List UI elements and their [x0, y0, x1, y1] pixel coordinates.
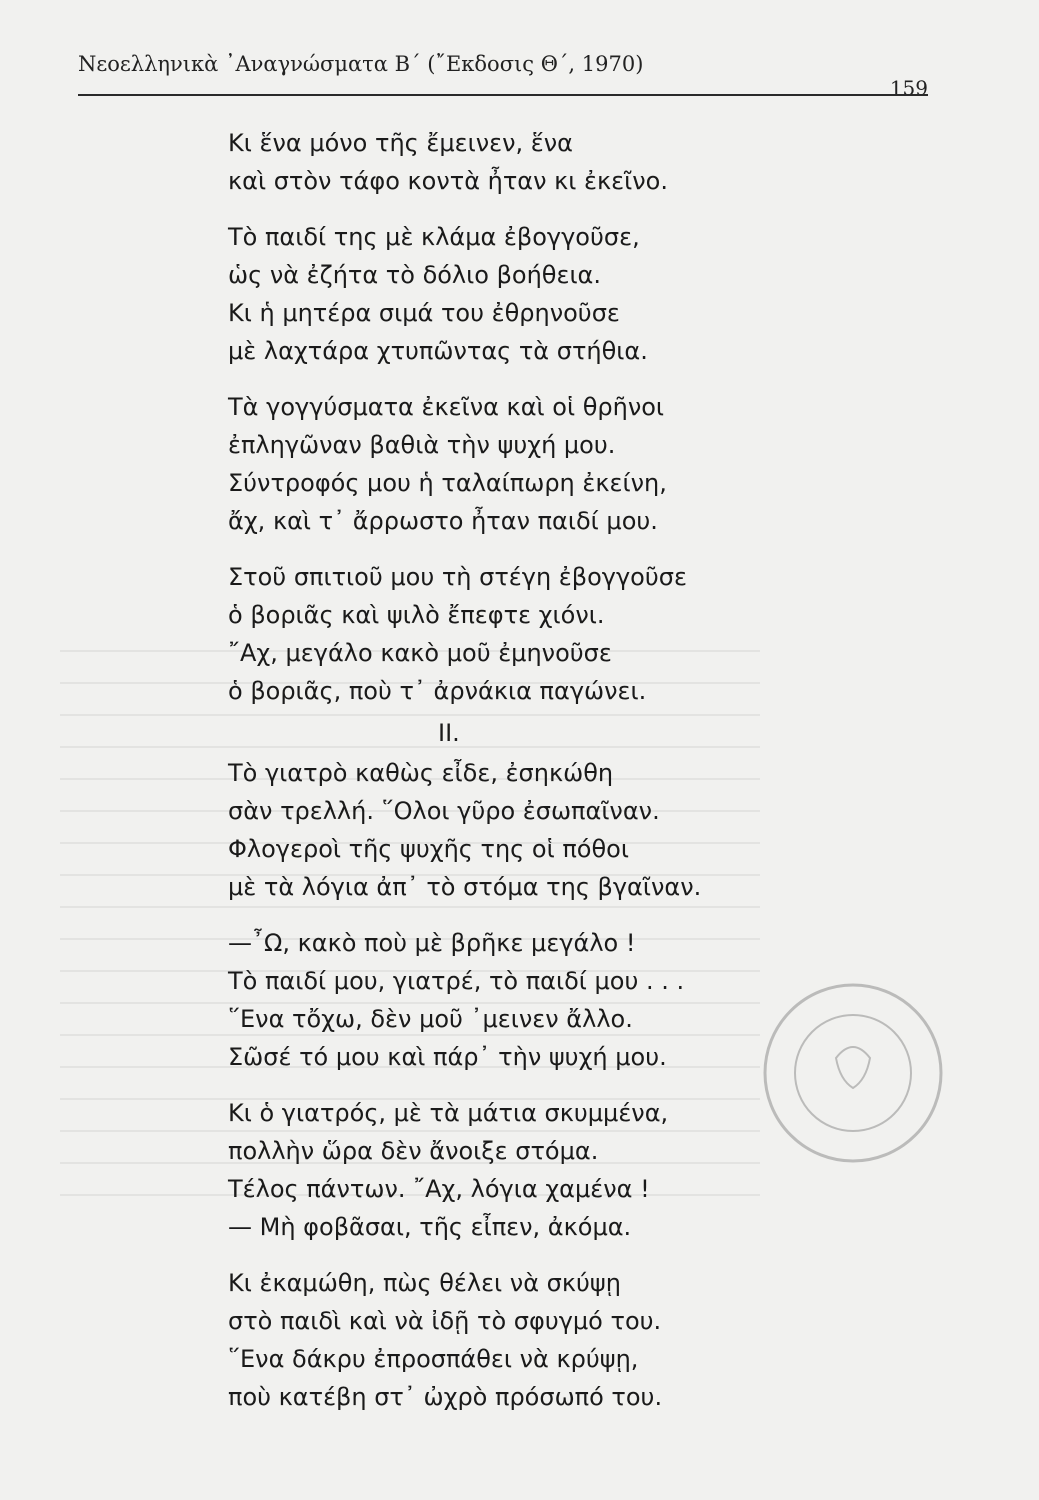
- poem-line: Τὸ γιατρὸ καθὼς εἶδε, ἐσηκώθη: [228, 759, 614, 787]
- poem-part-1: [228, 124, 788, 710]
- poem-line: Σύντροφός μου ἡ ταλαίπωρη ἐκείνη,: [228, 469, 667, 497]
- poem-line: Φλογεροὶ τῆς ψυχῆς της οἱ πόθοι: [228, 835, 629, 863]
- poem-line: —῏Ω, κακὸ ποὺ μὲ βρῆκε μεγάλο !: [228, 929, 636, 957]
- running-header: [78, 52, 928, 100]
- poem-line: Κι ἕνα μόνο τῆς ἔμεινεν, ἕνα: [228, 129, 573, 157]
- stanza: [228, 1264, 788, 1416]
- poem-line: ποὺ κατέβη στ᾿ ὠχρὸ πρόσωπό του.: [228, 1383, 663, 1411]
- page-number: 159: [889, 76, 928, 100]
- stanza: [228, 558, 788, 710]
- stanza: [228, 754, 788, 906]
- poem-line: ὁ βοριᾶς, ποὺ τ᾿ ἀρνάκια παγώνει.: [228, 677, 647, 705]
- stanza: [228, 1094, 788, 1246]
- poem-line: Τὰ γογγύσματα ἐκεῖνα καὶ οἱ θρῆνοι: [228, 393, 665, 421]
- stanza: [228, 388, 788, 540]
- poem-line: Τὸ παιδί της μὲ κλάμα ἐβογγοῦσε,: [228, 223, 640, 251]
- poem-line: στὸ παιδὶ καὶ νὰ ἰδῇ τὸ σφυγμό του.: [228, 1307, 662, 1335]
- stanza: [228, 924, 788, 1076]
- poem-line: Σῶσέ τό μου καὶ πάρ᾿ τὴν ψυχή μου.: [228, 1043, 667, 1071]
- poem-line: — Μὴ φοβᾶσαι, τῆς εἶπεν, ἀκόμα.: [228, 1213, 632, 1241]
- poem-line: Κι ἐκαμώθη, πὼς θέλει νὰ σκύψῃ: [228, 1269, 621, 1297]
- poem-line: Τὸ παιδί μου, γιατρέ, τὸ παιδί μου . . .: [228, 967, 685, 995]
- poem-line: Κι ἡ μητέρα σιμά του ἐθρηνοῦσε: [228, 299, 620, 327]
- poem-line: ῞Ενα δάκρυ ἐπροσπάθει νὰ κρύψῃ,: [228, 1345, 639, 1373]
- poem-line: μὲ λαχτάρα χτυπῶντας τὰ στήθια.: [228, 337, 648, 365]
- section-number: II.: [438, 719, 460, 747]
- poem: [228, 124, 788, 1434]
- poem-part-2: [228, 754, 788, 1416]
- poem-line: ῎Αχ, μεγάλο κακὸ μοῦ ἐμηνοῦσε: [228, 639, 612, 667]
- poem-line: πολλὴν ὥρα δὲν ἄνοιξε στόμα.: [228, 1137, 599, 1165]
- poem-line: ὡς νὰ ἐζήτα τὸ δόλιο βοήθεια.: [228, 261, 602, 289]
- stanza: [228, 124, 788, 200]
- header-title: Νεοελληνικὰ ᾿Αναγνώσματα Β΄ (῎Εκδοσις Θ΄, 1970): [78, 52, 644, 76]
- header-divider: [78, 94, 928, 96]
- stanza: [228, 218, 788, 370]
- poem-line: ἄχ, καὶ τ᾿ ἄρρωστο ἦταν παιδί μου.: [228, 507, 658, 535]
- poem-line: σὰν τρελλή. ῞Ολοι γῦρο ἐσωπαῖναν.: [228, 797, 660, 825]
- poem-line: καὶ στὸν τάφο κοντὰ ἦταν κι ἐκεῖνο.: [228, 167, 668, 195]
- poem-line: ῞Ενα τὄχω, δὲν μοῦ ᾿μεινεν ἄλλο.: [228, 1005, 633, 1033]
- poem-line: ἐπληγῶναν βαθιὰ τὴν ψυχή μου.: [228, 431, 616, 459]
- poem-line: Τέλος πάντων. ῎Αχ, λόγια χαμένα !: [228, 1175, 650, 1203]
- poem-line: ὁ βοριᾶς καὶ ψιλὸ ἔπεφτε χιόνι.: [228, 601, 605, 629]
- library-seal-icon: [758, 978, 948, 1168]
- poem-line: Στοῦ σπιτιοῦ μου τὴ στέγη ἐβογγοῦσε: [228, 563, 687, 591]
- poem-line: μὲ τὰ λόγια ἀπ᾿ τὸ στόμα της βγαῖναν.: [228, 873, 702, 901]
- poem-line: Κι ὁ γιατρός, μὲ τὰ μάτια σκυμμένα,: [228, 1099, 669, 1127]
